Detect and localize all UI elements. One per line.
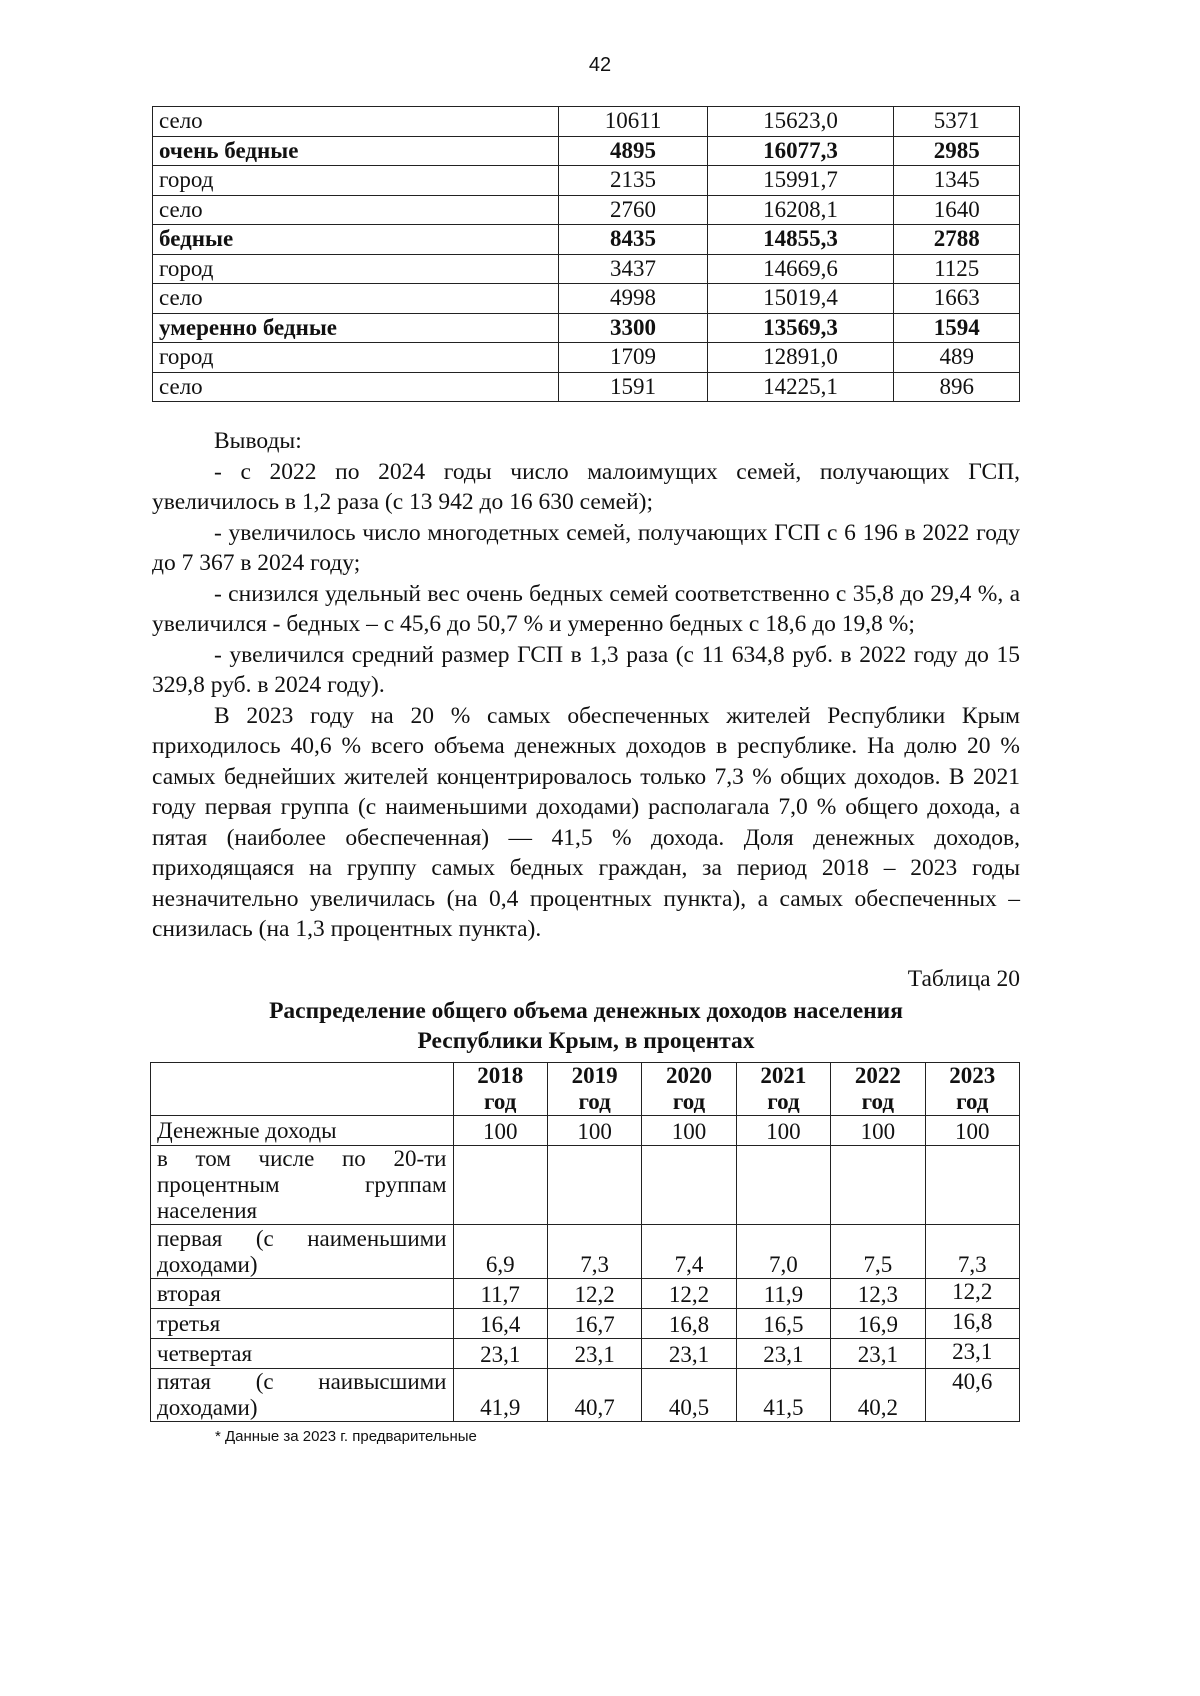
row-label: бедные [153,225,559,255]
cell-value: 4998 [559,284,707,314]
year-header: 2019 год [547,1063,641,1116]
cell-value: 11,7 [453,1279,547,1309]
cell-value: 896 [894,372,1020,402]
conclusion-item: - увеличилось число многодетных семей, получающих ГСП с 6 196 в 2022 году до 7 367 в 2024 году; [152,519,1020,576]
table-row [151,1339,1020,1369]
table-number: Таблица 20 [907,966,1020,992]
table-row [153,254,1020,284]
cell-value: 100 [925,1116,1019,1146]
conclusion-item: - с 2022 по 2024 годы число малоимущих семей, получающих ГСП, увеличилось в 1,2 раза (с 13 942 до 16 630 семей); [152,458,1020,515]
row-label: город [153,343,559,373]
income-distribution-table [150,1062,1020,1422]
table-row [151,1146,1020,1225]
year-header: 2020 год [642,1063,736,1116]
header-empty [151,1063,454,1116]
year-header: 2023 год [925,1063,1019,1116]
cell-value: 100 [736,1116,830,1146]
row-label: умеренно бедные [153,313,559,343]
cell-value: 16,7 [547,1309,641,1339]
cell-value: 23,1 [736,1339,830,1369]
conclusions [152,426,1020,945]
cell-value: 40,6 [925,1369,1019,1422]
cell-value: 1345 [894,166,1020,196]
cell-value: 100 [642,1116,736,1146]
cell-value: 2760 [559,195,707,225]
row-label: третья [151,1309,454,1339]
table-row [153,225,1020,255]
cell-value: 8435 [559,225,707,255]
table-title-line: Республики Крым, в процентах [417,1028,755,1054]
row-label: четвертая [151,1339,454,1369]
year-header: 2018 год [453,1063,547,1116]
cell-value: 12,2 [642,1279,736,1309]
cell-value: 7,5 [831,1225,925,1279]
cell-value: 16,8 [925,1309,1019,1339]
cell-value [831,1146,925,1225]
table-title [152,996,1020,1056]
cell-value: 16,8 [642,1309,736,1339]
table-row [151,1279,1020,1309]
cell-value: 40,2 [831,1369,925,1422]
conclusion-item: - увеличился средний размер ГСП в 1,3 раза (с 11 634,8 руб. в 2022 году до 15 329,8 руб. в 2024 году). [152,641,1020,698]
cell-value: 16,5 [736,1309,830,1339]
cell-value: 100 [453,1116,547,1146]
cell-value: 23,1 [642,1339,736,1369]
year-header: 2021 год [736,1063,830,1116]
cell-value: 2985 [894,136,1020,166]
cell-value: 4895 [559,136,707,166]
cell-value: 11,9 [736,1279,830,1309]
row-label: первая (с наименьшими доходами) [151,1225,454,1279]
income-paragraph: В 2023 году на 20 % самых обеспеченных жителей Республики Крым приходилось 40,6 % всего объема денежных доходов в республике. На долю 20 % самых беднейших жителей концентрировалось только 7,3 % общих доходов. В 2021 году первая группа (с наименьшими доходами) располагала 7,0 % общего дохода, а пятая (наиболее обеспеченная) — 41,5 % дохода. Доля денежных доходов, приходящаяся на группу самых бедных граждан, за период 2018 – 2023 годы незначительно увеличилась (на 0,4 процентных пункта), а самых обеспеченных – снизилась (на 1,3 процентных пункта). [152,702,1020,942]
row-label: село [153,284,559,314]
row-label: Денежные доходы [151,1116,454,1146]
cell-value: 15019,4 [707,284,894,314]
cell-value: 41,5 [736,1369,830,1422]
cell-value: 16,4 [453,1309,547,1339]
cell-value: 489 [894,343,1020,373]
cell-value [642,1146,736,1225]
cell-value [453,1146,547,1225]
cell-value: 14669,6 [707,254,894,284]
cell-value: 100 [831,1116,925,1146]
row-label: очень бедные [153,136,559,166]
cell-value: 23,1 [453,1339,547,1369]
table-row [153,284,1020,314]
cell-value: 5371 [894,107,1020,137]
cell-value: 2788 [894,225,1020,255]
cell-value: 16077,3 [707,136,894,166]
cell-value: 23,1 [831,1339,925,1369]
cell-value: 13569,3 [707,313,894,343]
row-label: город [153,254,559,284]
cell-value [925,1146,1019,1225]
row-label: село [153,107,559,137]
cell-value: 100 [547,1116,641,1146]
cell-value: 14225,1 [707,372,894,402]
conclusion-item: - снизился удельный вес очень бедных семей соответственно с 35,8 до 29,4 %, а увеличился - бедных – с 45,6 до 50,7 % и умеренно бедных с 18,6 до 19,8 %; [152,580,1020,637]
cell-value: 1640 [894,195,1020,225]
cell-value: 7,0 [736,1225,830,1279]
table-row [151,1309,1020,1339]
poverty-table [152,106,1020,402]
cell-value: 10611 [559,107,707,137]
cell-value [736,1146,830,1225]
cell-value: 14855,3 [707,225,894,255]
table-row [153,195,1020,225]
table-row [151,1225,1020,1279]
cell-value: 12,2 [925,1279,1019,1309]
table-row [153,136,1020,166]
row-label: село [153,372,559,402]
cell-value: 12,3 [831,1279,925,1309]
cell-value: 1125 [894,254,1020,284]
cell-value: 3437 [559,254,707,284]
cell-value: 40,7 [547,1369,641,1422]
cell-value: 7,3 [547,1225,641,1279]
table-row [151,1369,1020,1422]
table-row [153,313,1020,343]
cell-value: 23,1 [925,1339,1019,1369]
cell-value: 16,9 [831,1309,925,1339]
cell-value: 1594 [894,313,1020,343]
row-label: город [153,166,559,196]
table-row [153,166,1020,196]
conclusions-heading: Выводы: [214,428,302,454]
cell-value: 2135 [559,166,707,196]
page-number: 42 [588,54,612,76]
table-title-line: Распределение общего объема денежных доходов населения [269,998,903,1024]
table-row [153,107,1020,137]
table-row [151,1116,1020,1146]
cell-value: 7,4 [642,1225,736,1279]
year-header: 2022 год [831,1063,925,1116]
cell-value: 40,5 [642,1369,736,1422]
cell-value: 16208,1 [707,195,894,225]
cell-value: 15623,0 [707,107,894,137]
cell-value: 1709 [559,343,707,373]
cell-value: 41,9 [453,1369,547,1422]
table-row [153,372,1020,402]
table-row [153,343,1020,373]
cell-value: 1663 [894,284,1020,314]
cell-value [547,1146,641,1225]
footnote: * Данные за 2023 г. предварительные [215,1428,477,1445]
cell-value: 15991,7 [707,166,894,196]
cell-value: 6,9 [453,1225,547,1279]
cell-value: 7,3 [925,1225,1019,1279]
cell-value: 23,1 [547,1339,641,1369]
cell-value: 12891,0 [707,343,894,373]
row-label: пятая (с наивысшими доходами) [151,1369,454,1422]
cell-value: 3300 [559,313,707,343]
row-label: в том числе по 20-ти процентным группам населения [151,1146,454,1225]
cell-value: 12,2 [547,1279,641,1309]
row-label: село [153,195,559,225]
cell-value: 1591 [559,372,707,402]
row-label: вторая [151,1279,454,1309]
